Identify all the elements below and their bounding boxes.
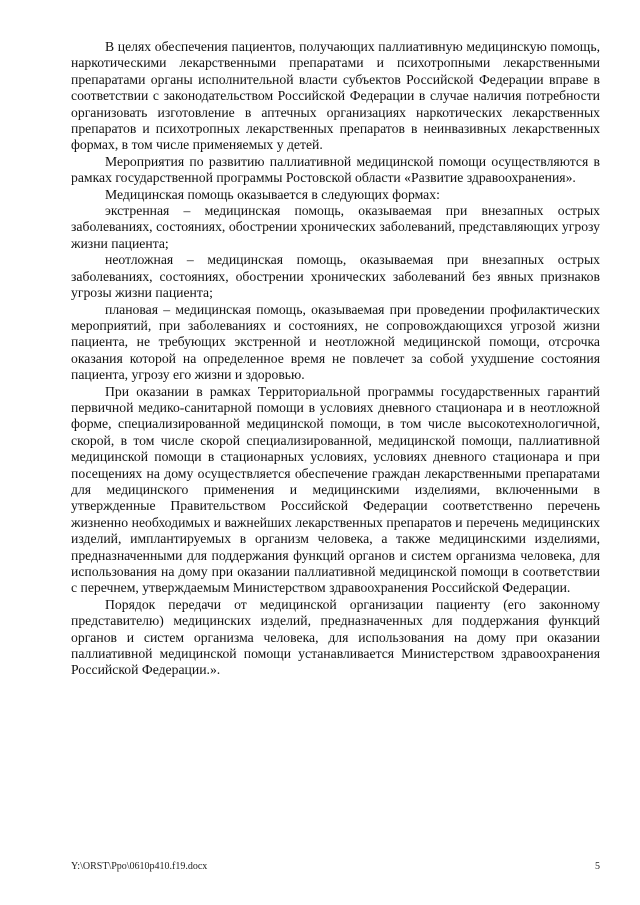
paragraph-device-transfer: Порядок передачи от медицинской организации пациенту (его законному представителю) медицинских изделий, предназначенных для поддержания функций органов и систем организма человека, для использования на дому при оказании паллиативной медицинской помощи устанавливается Министерством здравоохранения Российской Федерации.». — [71, 596, 600, 678]
paragraph-state-program: Мероприятия по развитию паллиативной медицинской помощи осуществляются в рамках государственной программы Ростовской области «Развитие здравоохранения». — [71, 153, 600, 186]
footer-file-path: Y:\ORST\Ppo\0610p410.f19.docx — [71, 861, 208, 872]
paragraph-narcotic-drugs: В целях обеспечения пациентов, получающих паллиативную медицинскую помощь, наркотическими лекарственными препаратами и психотропными лекарственными препаратами органы исполнительной власти субъектов Российской Федерации вправе в соответствии с законодательством Российской Федерации в случае наличия потребности организовать изготовление в аптечных организациях наркотических лекарственных препаратов и психотропных лекарственных препаратов в неинвазивных лекарственных формах, в том числе применяемых у детей. — [71, 39, 600, 153]
paragraph-planned-form: плановая – медицинская помощь, оказываемая при проведении профилактических мероприятий, при заболеваниях и состояниях, не сопровождающихся угрозой жизни пациента, не требующих экстренной и неотложной медицинской помощи, отсрочка оказания которой на определенное время не повлечет за собой ухудшение состояния пациента, угрозу его жизни и здоровью. — [71, 301, 600, 383]
paragraph-urgent-form: неотложная – медицинская помощь, оказываемая при внезапных острых заболеваниях, состояниях, обострении хронических заболеваний без явных признаков угрозы жизни пациента; — [71, 252, 600, 301]
footer-page-number: 5 — [595, 861, 600, 872]
document-body — [71, 39, 600, 679]
paragraph-territorial-program: При оказании в рамках Территориальной программы государственных гарантий первичной медико-санитарной помощи в условиях дневного стационара и в неотложной форме, специализированной медицинской помощи, в том числе высокотехнологичной, скорой, в том числе скорой специализированной, медицинской помощи, паллиативной медицинской помощи в стационарных условиях, условиях дневного стационара и при посещениях на дому осуществляется обеспечение граждан лекарственными препаратами для медицинского применения и медицинскими изделиями, включенными в утвержденные Правительством Российской Федерации соответственно перечень жизненно необходимых и важнейших лекарственных препаратов и перечень медицинских изделий, имплантируемых в организм человека, а также медицинскими изделиями, предназначенными для поддержания функций органов и систем организма человека, для использования на дому при оказании паллиативной медицинской помощи в соответствии с перечнем, утверждаемым Министерством здравоохранения Российской Федерации. — [71, 383, 600, 596]
paragraph-care-forms-intro: Медицинская помощь оказывается в следующих формах: — [105, 186, 440, 202]
paragraph-emergency-form: экстренная – медицинская помощь, оказываемая при внезапных острых заболеваниях, состояниях, обострении хронических заболеваний, представляющих угрозу жизни пациента; — [71, 203, 600, 251]
